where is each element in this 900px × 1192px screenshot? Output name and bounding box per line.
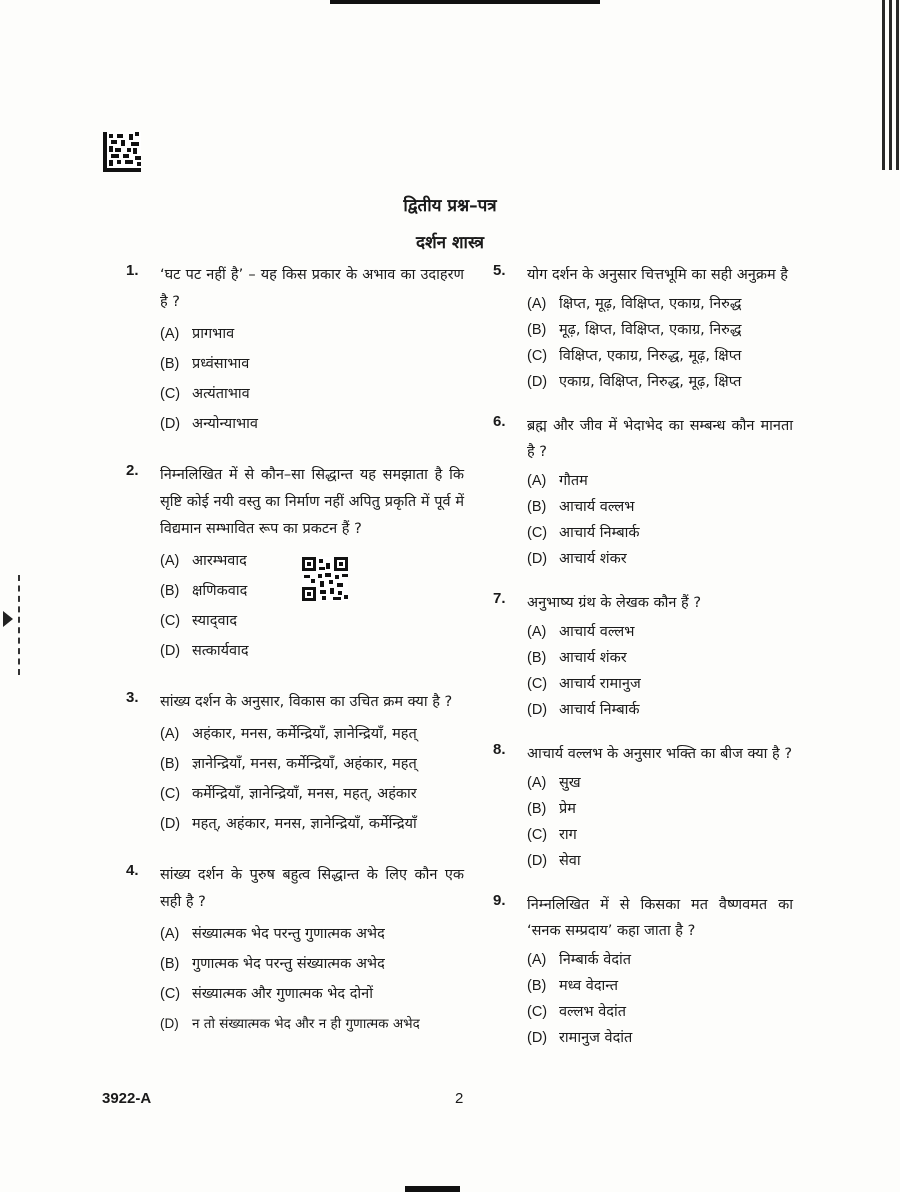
question-number: 7. bbox=[493, 590, 506, 607]
option-label: (D) bbox=[527, 551, 548, 567]
question-text: सांख्य दर्शन के अनुसार, विकास का उचित क्रम क्या है ? bbox=[160, 694, 453, 710]
option-b[interactable] bbox=[527, 494, 793, 520]
options-list bbox=[527, 291, 793, 395]
option-text: रामानुज वेदांत bbox=[559, 1030, 633, 1046]
option-label: (A) bbox=[160, 726, 180, 742]
option-c[interactable] bbox=[527, 520, 793, 546]
option-label: (C) bbox=[527, 827, 548, 843]
option-b[interactable] bbox=[527, 973, 793, 999]
option-d[interactable] bbox=[527, 369, 793, 395]
question-number: 4. bbox=[126, 862, 139, 879]
question-number: 3. bbox=[126, 689, 139, 706]
scan-edge-bottom bbox=[405, 1186, 460, 1192]
option-b[interactable] bbox=[160, 949, 464, 979]
option-b[interactable] bbox=[160, 749, 464, 779]
question-number: 9. bbox=[493, 892, 506, 909]
question-text: ‘घट पट नहीं है’ – यह किस प्रकार के अभाव का उदाहरण है ? bbox=[160, 267, 464, 310]
option-text: मध्व वेदान्त bbox=[559, 978, 619, 994]
option-a[interactable] bbox=[160, 919, 464, 949]
option-label: (C) bbox=[527, 1004, 548, 1020]
question-number: 8. bbox=[493, 741, 506, 758]
option-text: निम्बार्क वेदांत bbox=[559, 952, 632, 968]
option-text: आचार्य निम्बार्क bbox=[559, 525, 640, 541]
options-list bbox=[160, 319, 464, 439]
option-a[interactable] bbox=[527, 468, 793, 494]
option-d[interactable] bbox=[160, 409, 464, 439]
option-text: स्याद्‌वाद bbox=[192, 613, 238, 629]
option-text: न तो संख्यात्मक भेद और न ही गुणात्मक अभेद bbox=[192, 1016, 420, 1032]
option-c[interactable] bbox=[527, 343, 793, 369]
question-text: योग दर्शन के अनुसार चित्तभूमि का सही अनुक्रम है bbox=[527, 267, 788, 283]
option-label: (D) bbox=[527, 1030, 548, 1046]
question-text: ब्रह्म और जीव में भेदाभेद का सम्बन्ध कौन मानता है ? bbox=[527, 418, 793, 460]
option-d[interactable] bbox=[160, 809, 464, 839]
option-c[interactable] bbox=[160, 606, 464, 636]
options-list bbox=[527, 947, 793, 1051]
option-label: (A) bbox=[160, 326, 180, 342]
option-text: अन्योन्याभाव bbox=[192, 416, 258, 432]
options-list bbox=[160, 919, 464, 1039]
question-8 bbox=[493, 741, 793, 874]
question-3 bbox=[126, 689, 464, 839]
option-a[interactable] bbox=[527, 619, 793, 645]
option-label: (A) bbox=[527, 952, 547, 968]
option-label: (A) bbox=[527, 624, 547, 640]
option-c[interactable] bbox=[527, 999, 793, 1025]
option-label: (B) bbox=[527, 978, 547, 994]
option-label: (A) bbox=[527, 296, 547, 312]
option-b[interactable] bbox=[160, 576, 464, 606]
scan-edge-top bbox=[330, 0, 600, 4]
question-number: 1. bbox=[126, 262, 139, 279]
booklet-code: 3922-A bbox=[102, 1090, 152, 1107]
question-text: सांख्य दर्शन के पुरुष बहुत्व सिद्धान्त के लिए कौन एक सही है ? bbox=[160, 867, 464, 910]
option-label: (B) bbox=[160, 356, 180, 372]
option-c[interactable] bbox=[527, 671, 793, 697]
option-a[interactable] bbox=[527, 291, 793, 317]
option-text: आचार्य वल्लभ bbox=[559, 499, 635, 515]
option-a[interactable] bbox=[160, 546, 464, 576]
option-d[interactable] bbox=[160, 636, 464, 666]
option-c[interactable] bbox=[160, 979, 464, 1009]
option-label: (C) bbox=[527, 676, 548, 692]
option-b[interactable] bbox=[527, 796, 793, 822]
option-label: (B) bbox=[527, 650, 547, 666]
option-label: (D) bbox=[160, 643, 181, 659]
option-text: प्रध्वंसाभाव bbox=[192, 356, 250, 372]
option-text: महत्, अहंकार, मनस, ज्ञानेन्द्रियाँ, कर्मेन्द्रियाँ bbox=[192, 816, 417, 832]
option-c[interactable] bbox=[160, 379, 464, 409]
option-label: (D) bbox=[527, 374, 548, 390]
option-label: (B) bbox=[527, 322, 547, 338]
option-text: एकाग्र, विक्षिप्त, निरुद्ध, मूढ़, क्षिप्त bbox=[559, 374, 742, 390]
option-label: (B) bbox=[160, 956, 180, 972]
question-text: अनुभाष्य ग्रंथ के लेखक कौन हैं ? bbox=[527, 595, 702, 611]
option-text: ज्ञानेन्द्रियाँ, मनस, कर्मेन्द्रियाँ, अहंकार, महत् bbox=[192, 756, 417, 772]
option-text: सत्कार्यवाद bbox=[192, 643, 249, 659]
option-c[interactable] bbox=[527, 822, 793, 848]
option-text: आचार्य शंकर bbox=[559, 650, 627, 666]
option-b[interactable] bbox=[527, 645, 793, 671]
options-list bbox=[527, 619, 793, 723]
option-d[interactable] bbox=[527, 697, 793, 723]
option-text: वल्लभ वेदांत bbox=[559, 1004, 627, 1020]
question-9 bbox=[493, 892, 793, 1051]
question-4 bbox=[126, 862, 464, 1039]
question-7 bbox=[493, 590, 793, 723]
option-label: (C) bbox=[160, 386, 181, 402]
option-text: सेवा bbox=[559, 853, 581, 869]
question-6 bbox=[493, 413, 793, 572]
option-text: प्रेम bbox=[559, 801, 576, 817]
question-text: निम्नलिखित में से किसका मत वैष्णवमत का ‘सनक सम्प्रदाय’ कहा जाता है ? bbox=[527, 897, 793, 939]
option-text: गौतम bbox=[559, 473, 588, 489]
option-a[interactable] bbox=[527, 770, 793, 796]
options-list bbox=[160, 719, 464, 839]
option-label: (A) bbox=[527, 473, 547, 489]
option-label: (D) bbox=[160, 816, 181, 832]
option-text: क्षणिकवाद bbox=[192, 583, 248, 599]
option-a[interactable] bbox=[527, 947, 793, 973]
option-label: (B) bbox=[527, 499, 547, 515]
option-label: (A) bbox=[160, 553, 180, 569]
option-text: कर्मेन्द्रियाँ, ज्ञानेन्द्रियाँ, मनस, महत्, अहंकार bbox=[192, 786, 417, 802]
option-label: (C) bbox=[527, 525, 548, 541]
option-label: (B) bbox=[160, 583, 180, 599]
scan-edge-left bbox=[0, 575, 20, 675]
option-text: राग bbox=[559, 827, 577, 843]
option-label: (C) bbox=[160, 613, 181, 629]
options-list bbox=[160, 546, 464, 666]
option-d[interactable] bbox=[527, 1025, 793, 1051]
question-text: आचार्य वल्लभ के अनुसार भक्ति का बीज क्या है ? bbox=[527, 746, 793, 762]
option-label: (A) bbox=[527, 775, 547, 791]
option-text: विक्षिप्त, एकाग्र, निरुद्ध, मूढ़, क्षिप्त bbox=[559, 348, 742, 364]
option-b[interactable] bbox=[160, 349, 464, 379]
question-number: 6. bbox=[493, 413, 506, 430]
option-d[interactable] bbox=[527, 546, 793, 572]
option-label: (B) bbox=[527, 801, 547, 817]
option-a[interactable] bbox=[160, 719, 464, 749]
question-5 bbox=[493, 262, 793, 395]
option-text: आचार्य रामानुज bbox=[559, 676, 641, 692]
options-list bbox=[527, 468, 793, 572]
option-label: (C) bbox=[160, 986, 181, 1002]
option-text: अहंकार, मनस, कर्मेन्द्रियाँ, ज्ञानेन्द्रियाँ, महत् bbox=[192, 726, 417, 742]
scan-edge-right bbox=[882, 0, 900, 170]
datamatrix-code-icon bbox=[103, 132, 141, 172]
paper-title: द्वितीय प्रश्न–पत्र bbox=[403, 196, 497, 216]
subject-heading: दर्शन शास्त्र bbox=[416, 233, 484, 253]
option-text: आचार्य वल्लभ bbox=[559, 624, 635, 640]
option-text: आचार्य निम्बार्क bbox=[559, 702, 640, 718]
option-text: आचार्य शंकर bbox=[559, 551, 627, 567]
option-label: (B) bbox=[160, 756, 180, 772]
option-text: संख्यात्मक और गुणात्मक भेद दोनों bbox=[192, 986, 373, 1002]
question-number: 5. bbox=[493, 262, 506, 279]
scan-mark-icon bbox=[3, 611, 13, 627]
option-text: क्षिप्त, मूढ़, विक्षिप्त, एकाग्र, निरुद्ध bbox=[559, 296, 742, 312]
question-number: 2. bbox=[126, 462, 139, 479]
option-c[interactable] bbox=[160, 779, 464, 809]
option-text: प्रागभाव bbox=[192, 326, 235, 342]
option-text: मूढ़, क्षिप्त, विक्षिप्त, एकाग्र, निरुद्ध bbox=[559, 322, 742, 338]
options-list bbox=[527, 770, 793, 874]
option-text: अत्यंताभाव bbox=[192, 386, 250, 402]
option-text: सुख bbox=[559, 775, 581, 791]
page-number: 2 bbox=[455, 1090, 464, 1107]
option-label: (D) bbox=[527, 853, 548, 869]
option-label: (A) bbox=[160, 926, 180, 942]
option-label: (C) bbox=[160, 786, 181, 802]
option-d[interactable] bbox=[527, 848, 793, 874]
option-text: गुणात्मक भेद परन्तु संख्यात्मक अभेद bbox=[192, 956, 385, 972]
question-1 bbox=[126, 262, 464, 439]
option-label: (D) bbox=[160, 416, 181, 432]
questions-right-column bbox=[493, 262, 793, 1051]
option-label: (D) bbox=[527, 702, 548, 718]
option-text: आरम्भवाद bbox=[192, 553, 247, 569]
questions-left-column bbox=[126, 262, 464, 1039]
option-label: (C) bbox=[527, 348, 548, 364]
option-d[interactable] bbox=[160, 1009, 464, 1039]
option-b[interactable] bbox=[527, 317, 793, 343]
option-text: संख्यात्मक भेद परन्तु गुणात्मक अभेद bbox=[192, 926, 385, 942]
option-label: (D) bbox=[160, 1016, 179, 1031]
option-a[interactable] bbox=[160, 319, 464, 349]
question-2 bbox=[126, 462, 464, 666]
question-text: निम्नलिखित में से कौन–सा सिद्धान्त यह समझाता है कि सृष्टि कोई नयी वस्तु का निर्माण नहीं अपितु प्रकृति में पूर्व में विद्यमान सम्भावित रूप का प्रकटन हैं ? bbox=[160, 467, 464, 537]
